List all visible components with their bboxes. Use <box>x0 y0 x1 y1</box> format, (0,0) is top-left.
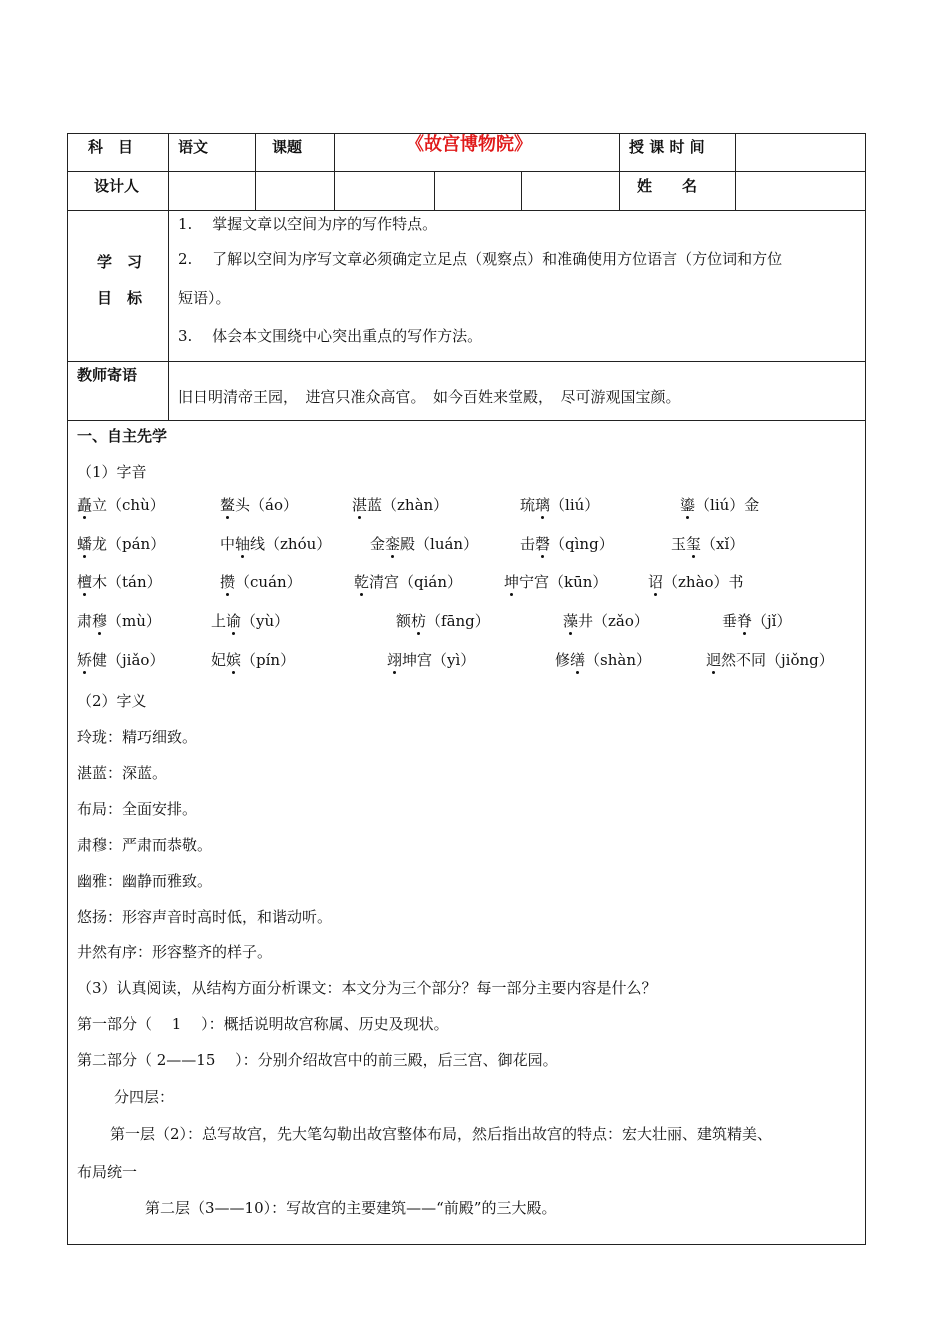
subject-value: 语文 <box>178 138 209 156</box>
name-value-cell <box>735 171 866 211</box>
pronunciation-suffix: （yù） <box>241 612 290 630</box>
emphasis-dot-char: 轴 <box>235 535 251 553</box>
pronunciation-item <box>370 534 478 554</box>
pronunciation-suffix: 井（zǎo） <box>578 612 649 630</box>
section-heading: 一、自主先学 <box>77 427 168 445</box>
pronunciation-suffix: 龙（pán） <box>92 535 166 553</box>
pronunciation-item <box>77 650 164 670</box>
pronunciation-suffix: 健（jiǎo） <box>92 651 165 669</box>
pronunciation-item <box>220 495 298 515</box>
meaning-item-2: 湛蓝：深蓝。 <box>77 764 168 782</box>
emphasis-dot-char: 乾 <box>354 573 370 591</box>
pronunciation-suffix: 宁宫（kūn） <box>519 573 608 591</box>
pronunciation-prefix: 垂 <box>722 612 738 630</box>
pronunciation-heading: （1）字音 <box>77 463 147 481</box>
emphasis-dot-char: 嫔 <box>226 651 242 669</box>
emphasis-dot-char: 攒 <box>220 573 236 591</box>
meaning-item-6: 悠扬：形容声音时高时低，和谐动听。 <box>77 908 333 926</box>
meaning-heading: （2）字义 <box>77 692 147 710</box>
emphasis-dot-char: 谕 <box>226 612 242 630</box>
pronunciation-suffix: （fāng） <box>426 612 490 630</box>
part-two: 第二部分（ 2——15 ）：分别介绍故宫中的前三殿，后三宫、御花园。 <box>77 1051 558 1069</box>
pronunciation-suffix: 头（áo） <box>235 496 298 514</box>
pronunciation-item <box>352 495 448 515</box>
pronunciation-item <box>211 650 295 670</box>
pronunciation-suffix: （xǐ） <box>701 535 745 553</box>
time-label: 授 课 时 间 <box>629 138 705 156</box>
meaning-item-4: 肃穆：严肃而恭敬。 <box>77 836 213 854</box>
designer-value-cell-4 <box>434 171 522 211</box>
pronunciation-item <box>211 611 289 631</box>
teacher-label: 教师寄语 <box>77 366 138 384</box>
pronunciation-prefix: 妃 <box>211 651 227 669</box>
pronunciation-suffix: 坤宫（yì） <box>402 651 476 669</box>
meaning-item-1: 玲珑：精巧细致。 <box>77 728 198 746</box>
emphasis-dot-char: 玺 <box>686 535 702 553</box>
emphasis-dot-char: 脊 <box>737 612 753 630</box>
designer-value-cell-3 <box>334 171 435 211</box>
pronunciation-item <box>220 534 331 554</box>
pronunciation-suffix: （mù） <box>107 612 161 630</box>
emphasis-dot-char: 鎏 <box>680 496 696 514</box>
pronunciation-item <box>77 495 165 515</box>
pronunciation-prefix: 修 <box>555 651 571 669</box>
topic-title: 《故宫博物院》 <box>406 134 532 155</box>
pronunciation-suffix: 殿（luán） <box>400 535 479 553</box>
pronunciation-item <box>671 534 744 554</box>
pronunciation-suffix: 蓝（zhàn） <box>367 496 449 514</box>
designer-label: 设计人 <box>94 177 140 195</box>
pronunciation-item <box>77 572 162 592</box>
emphasis-dot-char: 矗 <box>77 496 93 514</box>
emphasis-dot-char: 穆 <box>92 612 108 630</box>
goals-label-line2: 目 标 <box>97 289 143 307</box>
pronunciation-item <box>220 572 302 592</box>
emphasis-dot-char: 坤 <box>504 573 520 591</box>
layer-one-line1: 第一层（2）：总写故宫，先大笔勾勒出故宫整体布局，然后指出故宫的特点：宏大壮丽、建筑精美、 <box>110 1125 773 1143</box>
designer-value-cell-1 <box>168 171 256 211</box>
pronunciation-suffix: （jǐ） <box>752 612 792 630</box>
pronunciation-prefix: 额 <box>396 612 412 630</box>
emphasis-dot-char: 诏 <box>648 573 664 591</box>
goal-item-3: 3. 体会本文围绕中心突出重点的写作方法。 <box>178 327 483 345</box>
pronunciation-item <box>387 650 475 670</box>
pronunciation-item <box>520 495 599 515</box>
goals-label-cell <box>67 210 169 362</box>
emphasis-dot-char: 缮 <box>570 651 586 669</box>
pronunciation-suffix: （qìng） <box>550 535 614 553</box>
goals-label-line1: 学 习 <box>97 253 143 271</box>
pronunciation-suffix: 然不同（jiǒng） <box>721 651 834 669</box>
meaning-item-3: 布局：全面安排。 <box>77 800 198 818</box>
pronunciation-item <box>706 650 834 670</box>
subject-label: 科 目 <box>88 138 134 156</box>
pronunciation-suffix: 立（chù） <box>92 496 165 514</box>
layer-two: 第二层（3——10）：写故宫的主要建筑——“前殿”的三大殿。 <box>145 1199 557 1217</box>
designer-value-cell-2 <box>255 171 335 211</box>
emphasis-dot-char: 迥 <box>706 651 722 669</box>
pronunciation-suffix: （shàn） <box>585 651 651 669</box>
pronunciation-suffix: （cuán） <box>235 573 302 591</box>
structure-question: （3）认真阅读，从结构方面分析课文：本文分为三个部分？每一部分主要内容是什么？ <box>77 979 657 997</box>
pronunciation-suffix: （zhào）书 <box>663 573 744 591</box>
pronunciation-prefix: 中 <box>220 535 236 553</box>
pronunciation-item <box>77 534 165 554</box>
pronunciation-suffix: （pín） <box>241 651 296 669</box>
part-one: 第一部分（ 1 ）：概括说明故宫称属、历史及现状。 <box>77 1015 449 1033</box>
pronunciation-item <box>396 611 490 631</box>
emphasis-dot-char: 璃 <box>535 496 551 514</box>
pronunciation-prefix: 玉 <box>671 535 687 553</box>
pronunciation-suffix: 木（tán） <box>92 573 162 591</box>
pronunciation-prefix: 金 <box>370 535 386 553</box>
pronunciation-item <box>680 495 759 515</box>
pronunciation-item <box>648 572 744 592</box>
teacher-message: 旧日明清帝王园， 进宫只准众高官。 如今百姓来堂殿， 尽可游观国宝颜。 <box>178 388 681 406</box>
designer-value-cell-5 <box>521 171 620 211</box>
pronunciation-item <box>520 534 614 554</box>
pronunciation-item <box>77 611 161 631</box>
pronunciation-item <box>722 611 791 631</box>
emphasis-dot-char: 枋 <box>411 612 427 630</box>
meaning-item-5: 幽雅：幽静而雅致。 <box>77 872 213 890</box>
pronunciation-suffix: 线（zhóu） <box>250 535 332 553</box>
goal-item-2: 2. 了解以空间为序写文章必须确定立足点（观察点）和准确使用方位语言（方位词和方位 <box>178 250 783 268</box>
pronunciation-item <box>504 572 607 592</box>
emphasis-dot-char: 檀 <box>77 573 93 591</box>
emphasis-dot-char: 蟠 <box>77 535 93 553</box>
pronunciation-prefix: 肃 <box>77 612 93 630</box>
emphasis-dot-char: 鳌 <box>220 496 236 514</box>
goal-item-1: 1. 掌握文章以空间为序的写作特点。 <box>178 215 438 233</box>
pronunciation-item <box>354 572 462 592</box>
emphasis-dot-char: 矫 <box>77 651 93 669</box>
name-label: 姓 名 <box>637 177 698 195</box>
pronunciation-suffix: （liú）金 <box>695 496 760 514</box>
layers-heading: 分四层： <box>114 1088 175 1106</box>
emphasis-dot-char: 翊 <box>387 651 403 669</box>
pronunciation-prefix: 上 <box>211 612 227 630</box>
emphasis-dot-char: 銮 <box>385 535 401 553</box>
layer-one-line2: 布局统一 <box>77 1163 138 1181</box>
pronunciation-suffix: 清宫（qián） <box>369 573 463 591</box>
topic-label: 课题 <box>272 138 303 156</box>
pronunciation-prefix: 击 <box>520 535 536 553</box>
pronunciation-prefix: 琉 <box>520 496 536 514</box>
emphasis-dot-char: 磬 <box>535 535 551 553</box>
goal-item-2-cont: 短语）。 <box>178 289 231 307</box>
emphasis-dot-char: 藻 <box>563 612 579 630</box>
meaning-item-7: 井然有序：形容整齐的样子。 <box>77 943 273 961</box>
emphasis-dot-char: 湛 <box>352 496 368 514</box>
pronunciation-item <box>555 650 651 670</box>
pronunciation-item <box>563 611 649 631</box>
time-value-cell <box>735 133 866 172</box>
pronunciation-suffix: （liú） <box>550 496 600 514</box>
